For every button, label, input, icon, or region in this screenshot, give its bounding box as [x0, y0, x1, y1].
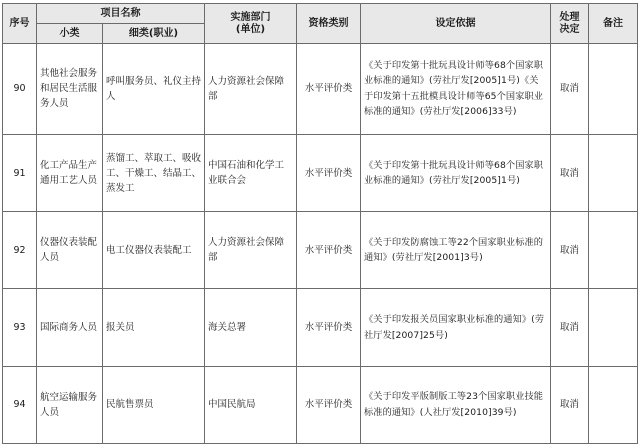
header-dept: [205, 4, 297, 44]
cell-qual-type: 水平评价类: [297, 366, 361, 443]
cell-remark: [589, 44, 638, 135]
cell-small-class: 仪器仪表装配人员: [37, 212, 103, 289]
cell-detail-class: 报关员: [103, 289, 205, 366]
header-project-name: 项目名称: [37, 4, 205, 24]
header-dept-label: 实施部门: [230, 11, 271, 23]
header-dept-unit: (单位): [235, 23, 266, 35]
cell-small-class: 航空运输服务人员: [37, 366, 103, 443]
table-row: [3, 366, 638, 443]
cell-no: 91: [3, 134, 37, 211]
cell-detail-class: 电工仪器仪表装配工: [103, 212, 205, 289]
cell-decision: 取消: [551, 44, 589, 135]
header-detail-class: 细类(职业): [103, 24, 205, 44]
header-row: [3, 4, 638, 24]
cell-remark: [589, 289, 638, 366]
header-qual-type: 资格类别: [297, 4, 361, 44]
cell-dept: 中国石油和化学工业联合会: [205, 134, 297, 211]
cell-basis: 《关于印发报关员国家职业标准的通知》(劳社厅发[2007]25号): [361, 289, 551, 366]
cell-no: 93: [3, 289, 37, 366]
qualification-table: [2, 3, 638, 444]
cell-no: 94: [3, 366, 37, 443]
cell-basis: 《关于印发第十批玩具设计师等68个国家职业标准的通知》(劳社厅发[2005]1号)《关于印发第十五批模具设计师等65个国家职业标准的通知》(劳社厅发[2006]33号): [361, 44, 551, 135]
cell-decision: 取消: [551, 212, 589, 289]
cell-decision: 取消: [551, 134, 589, 211]
cell-qual-type: 水平评价类: [297, 44, 361, 135]
cell-dept: 人力资源社会保障部: [205, 44, 297, 135]
cell-basis: 《关于印发第十批玩具设计师等68个国家职业标准的通知》(劳社厅发[2005]1号): [361, 134, 551, 211]
cell-dept: 人力资源社会保障部: [205, 212, 297, 289]
cell-qual-type: 水平评价类: [297, 212, 361, 289]
cell-detail-class: 蒸馏工、萃取工、吸收工、干燥工、结晶工、蒸发工: [103, 134, 205, 211]
header-remark: 备注: [589, 4, 638, 44]
table-row: [3, 289, 638, 366]
cell-remark: [589, 134, 638, 211]
cell-decision: 取消: [551, 289, 589, 366]
cell-detail-class: 民航售票员: [103, 366, 205, 443]
cell-basis: 《关于印发防腐蚀工等22个国家职业标准的通知》(劳社厅发[2001]3号): [361, 212, 551, 289]
table-row: [3, 212, 638, 289]
cell-remark: [589, 366, 638, 443]
cell-qual-type: 水平评价类: [297, 289, 361, 366]
cell-dept: 海关总署: [205, 289, 297, 366]
header-decision: 处理决定: [551, 4, 589, 44]
cell-no: 92: [3, 212, 37, 289]
cell-dept: 中国民航局: [205, 366, 297, 443]
cell-small-class: 化工产品生产通用工艺人员: [37, 134, 103, 211]
header-seq: 序号: [3, 4, 37, 44]
cell-no: 90: [3, 44, 37, 135]
header-small-class: 小类: [37, 24, 103, 44]
cell-qual-type: 水平评价类: [297, 134, 361, 211]
table-row: [3, 44, 638, 135]
cell-small-class: 国际商务人员: [37, 289, 103, 366]
cell-basis: 《关于印发平版制版工等23个国家职业技能标准的通知》(人社厅发[2010]39号): [361, 366, 551, 443]
table-row: [3, 134, 638, 211]
cell-detail-class: 呼叫服务员、礼仪主持人: [103, 44, 205, 135]
cell-decision: 取消: [551, 366, 589, 443]
cell-remark: [589, 212, 638, 289]
header-basis: 设定依据: [361, 4, 551, 44]
cell-small-class: 其他社会服务和居民生活服务人员: [37, 44, 103, 135]
